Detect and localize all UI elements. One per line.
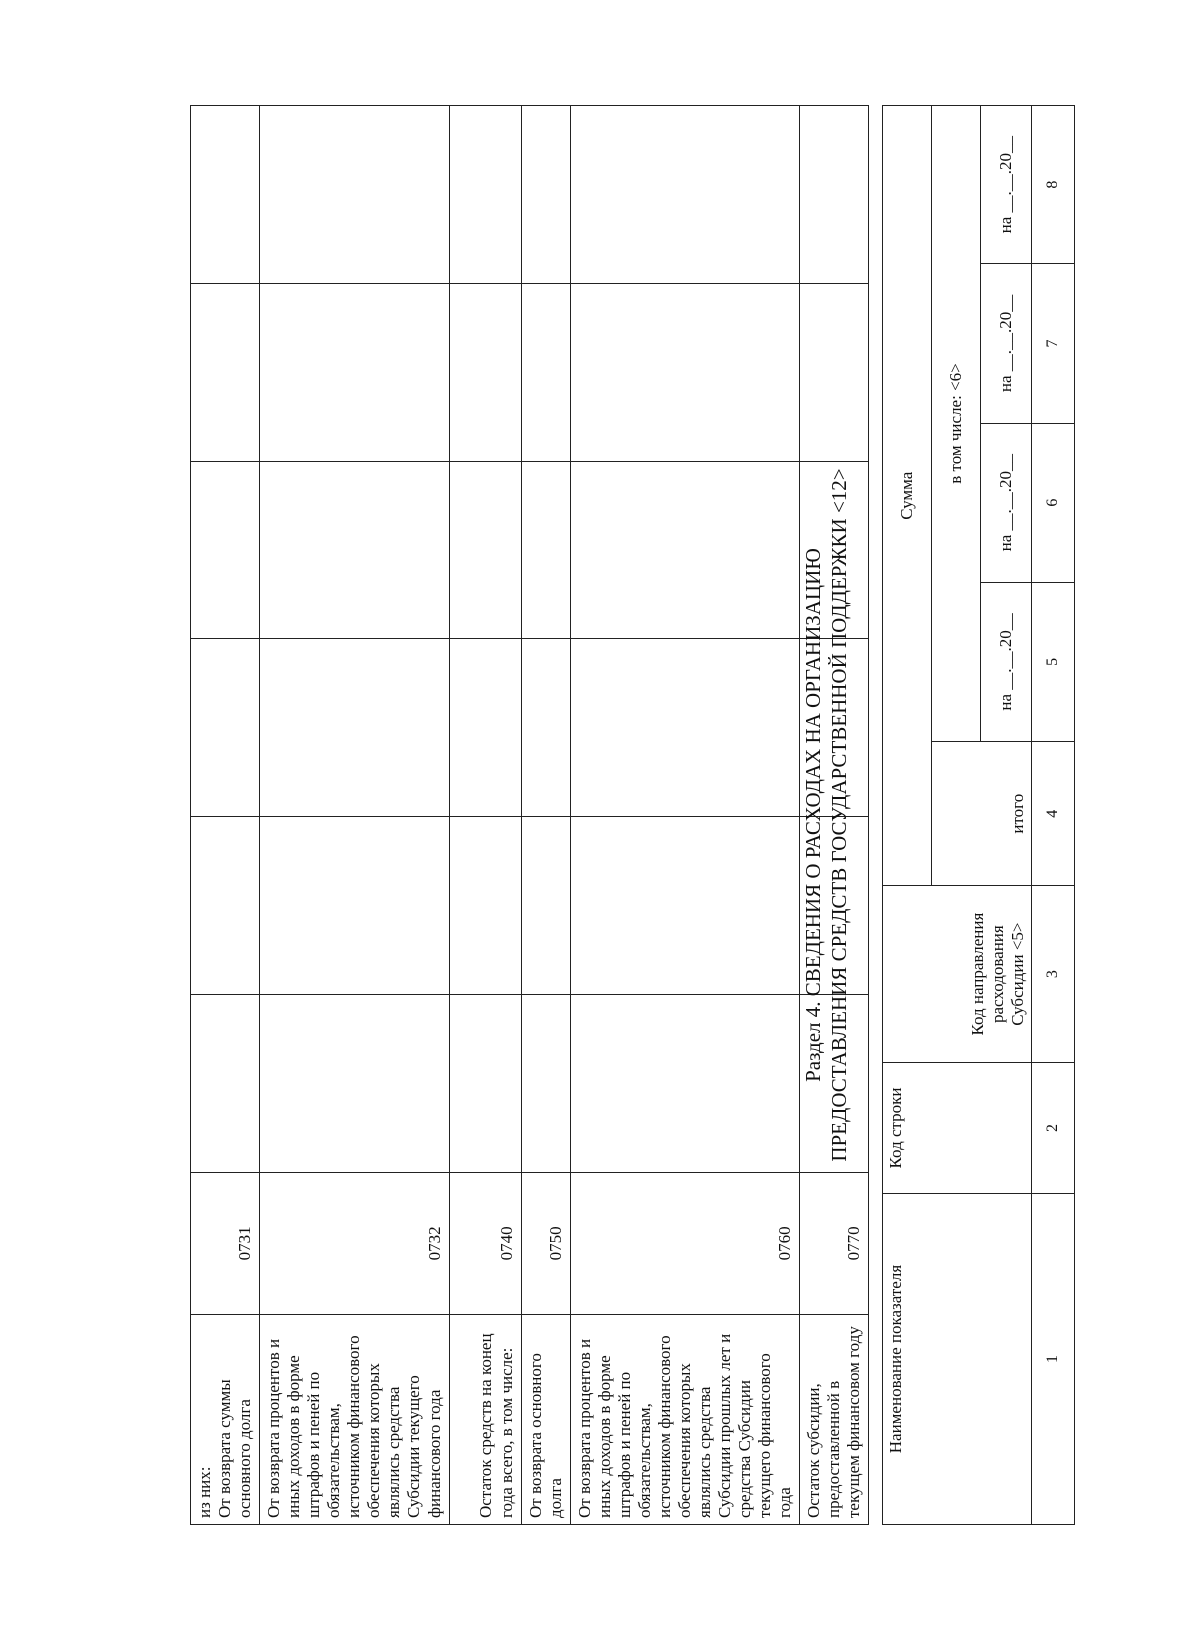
row-code: 0740 <box>449 1172 521 1315</box>
row-name: От возврата основного долга <box>521 1315 570 1525</box>
value-cell[interactable] <box>570 461 800 639</box>
value-cell[interactable] <box>521 817 570 995</box>
heading-line-2: ПРЕДОСТАВЛЕНИЯ СРЕДСТВ ГОСУДАРСТВЕННОЙ ПОДДЕРЖКИ <12> <box>827 468 852 1162</box>
value-cell[interactable] <box>570 283 800 461</box>
value-cell[interactable] <box>260 994 449 1172</box>
header-total: итого <box>932 742 1032 886</box>
header-date-1: на __.__.20__ <box>981 582 1032 741</box>
section4-table <box>882 105 1075 1525</box>
value-cell[interactable] <box>570 106 800 284</box>
header-date-4: на __.__.20__ <box>981 106 1032 264</box>
section-heading <box>800 105 853 1525</box>
value-cell[interactable] <box>260 106 449 284</box>
row-code: 0732 <box>260 1172 449 1315</box>
column-number: 3 <box>1032 886 1075 1062</box>
value-cell[interactable] <box>191 283 260 461</box>
row-name: От возврата процентов и иных доходов в форме штрафов и пеней по обязательствам, источником финансового обеспечения которых являлись средства Субсидии прошлых лет и средства Субсидии текущего финансового года <box>570 1315 800 1525</box>
upper-table <box>190 105 869 1525</box>
value-cell[interactable] <box>260 283 449 461</box>
row-name <box>191 1315 260 1525</box>
value-cell[interactable] <box>191 817 260 995</box>
value-cell[interactable] <box>521 283 570 461</box>
header-sum: Сумма <box>883 106 932 886</box>
row-name: От возврата процентов и иных доходов в форме штрафов и пеней по обязательствам, источником финансового обеспечения которых являлись средства Субсидии текущего финансового года <box>260 1315 449 1525</box>
value-cell[interactable] <box>191 994 260 1172</box>
header-including: в том числе: <6> <box>932 106 981 742</box>
row-code: 0750 <box>521 1172 570 1315</box>
value-cell[interactable] <box>191 461 260 639</box>
value-cell[interactable] <box>521 106 570 284</box>
value-cell[interactable] <box>449 106 521 284</box>
row-code: 0731 <box>191 1172 260 1315</box>
value-cell[interactable] <box>449 461 521 639</box>
value-cell[interactable] <box>570 639 800 817</box>
table-row <box>191 106 260 1525</box>
column-number: 5 <box>1032 582 1075 741</box>
row-code: 0770 <box>800 1172 869 1315</box>
table-row <box>570 106 800 1525</box>
column-numbers-row <box>1032 106 1075 1525</box>
value-cell[interactable] <box>191 106 260 284</box>
column-number: 8 <box>1032 106 1075 264</box>
row-code: 0760 <box>570 1172 800 1315</box>
row-label-prefix: из них: От возврата суммы основного долга <box>195 1379 255 1518</box>
value-cell[interactable] <box>521 461 570 639</box>
row-name: Остаток средств на конец года всего, в том числе: <box>449 1315 521 1525</box>
rotated-content <box>190 105 1070 1525</box>
header-direction-code: Код направления расходования Субсидии <5> <box>883 886 1032 1062</box>
value-cell[interactable] <box>570 817 800 995</box>
column-number: 4 <box>1032 742 1075 886</box>
value-cell[interactable] <box>260 461 449 639</box>
value-cell[interactable] <box>521 639 570 817</box>
table-row <box>521 106 570 1525</box>
column-number: 7 <box>1032 264 1075 423</box>
value-cell[interactable] <box>570 994 800 1172</box>
header-indicator-name: Наименование показателя <box>883 1194 1032 1525</box>
heading-line-1: Раздел 4. СВЕДЕНИЯ О РАСХОДАХ НА ОРГАНИЗАЦИЮ <box>801 548 825 1082</box>
value-cell[interactable] <box>260 817 449 995</box>
value-cell[interactable] <box>449 817 521 995</box>
value-cell[interactable] <box>449 283 521 461</box>
value-cell[interactable] <box>191 639 260 817</box>
value-cell[interactable] <box>449 994 521 1172</box>
table-row <box>449 106 521 1525</box>
value-cell[interactable] <box>449 639 521 817</box>
header-date-2: на __.__.20__ <box>981 423 1032 582</box>
column-number: 1 <box>1032 1194 1075 1525</box>
row-name: Остаток субсидии, предоставленной в текущем финансовом году <box>800 1315 869 1525</box>
value-cell[interactable] <box>260 639 449 817</box>
header-row-code: Код строки <box>883 1062 1032 1193</box>
header-date-3: на __.__.20__ <box>981 264 1032 423</box>
column-number: 6 <box>1032 423 1075 582</box>
column-number: 2 <box>1032 1062 1075 1193</box>
value-cell[interactable] <box>521 994 570 1172</box>
table-row <box>260 106 449 1525</box>
